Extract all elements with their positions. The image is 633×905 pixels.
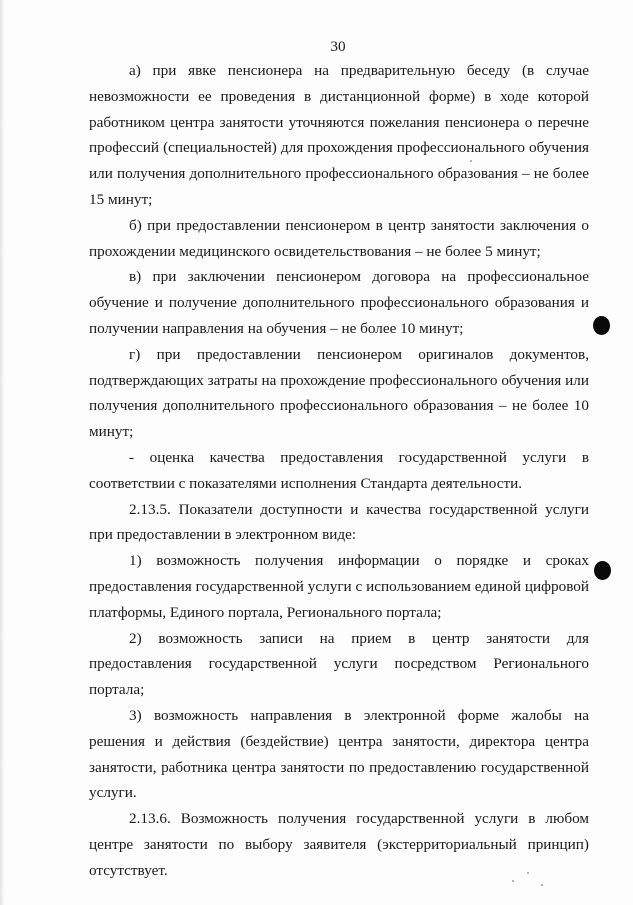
page-number: 30 — [330, 38, 346, 55]
scan-speck — [541, 884, 543, 886]
paragraph-a: а) при явке пенсионера на предварительную беседу (в случае невозможности ее проведения в дистанционной форме) в ходе которой работником центра занятости уточняются пожелания пенсионера о перечне профессий (специальностей) для прохождения профессионального обучения или получения дополнительного профессионального образования – не более 15 минут; — [89, 62, 589, 208]
paragraph-v: в) при заключении пенсионером договора на профессиональное обучение и получение дополнительного профессионального образования и получении направления на обучения – не более 10 минут; — [89, 268, 589, 337]
paragraph-g: г) при предоставлении пенсионером оригиналов документов, подтверждающих затраты на прохождение профессионального обучения или получения дополнительного профессионального образования – не более 10 минут; — [89, 345, 589, 441]
page-left-edge — [0, 0, 5, 905]
item-1: 1) возможность получения информации о порядке и сроках предоставления государственной услуги с использованием единой цифровой платформы, Единого портала, Регионального портала; — [89, 552, 589, 621]
document-body — [89, 58, 589, 884]
punch-hole-upper — [593, 316, 610, 335]
item-3: 3) возможность направления в электронной форме жалобы на решения и действия (бездействие) центра занятости, директора центра занятости, работника центра занятости по предоставлению государственной услуги. — [89, 706, 589, 802]
scan-speck — [512, 880, 514, 882]
punch-hole-lower — [594, 561, 611, 580]
scan-speck — [527, 872, 529, 874]
section-2-13-5: 2.13.5. Показатели доступности и качества государственной услуги при предоставлении в электронном виде: — [89, 500, 589, 544]
item-2: 2) возможность записи на прием в центр занятости для предоставления государственной услуги посредством Регионального портала; — [89, 629, 589, 699]
scan-speck — [470, 160, 472, 162]
section-2-13-6: 2.13.6. Возможность получения государственной услуги в любом центре занятости по выбору заявителя (экстерриториальный принцип) отсутствует. — [89, 810, 589, 879]
paragraph-quality-assessment: - оценка качества предоставления государственной услуги в соответствии с показателями исполнения Стандарта деятельности. — [89, 448, 589, 492]
paragraph-b: б) при предоставлении пенсионером в центр занятости заключения о прохождении медицинского освидетельствования – не более 5 минут; — [89, 216, 589, 260]
